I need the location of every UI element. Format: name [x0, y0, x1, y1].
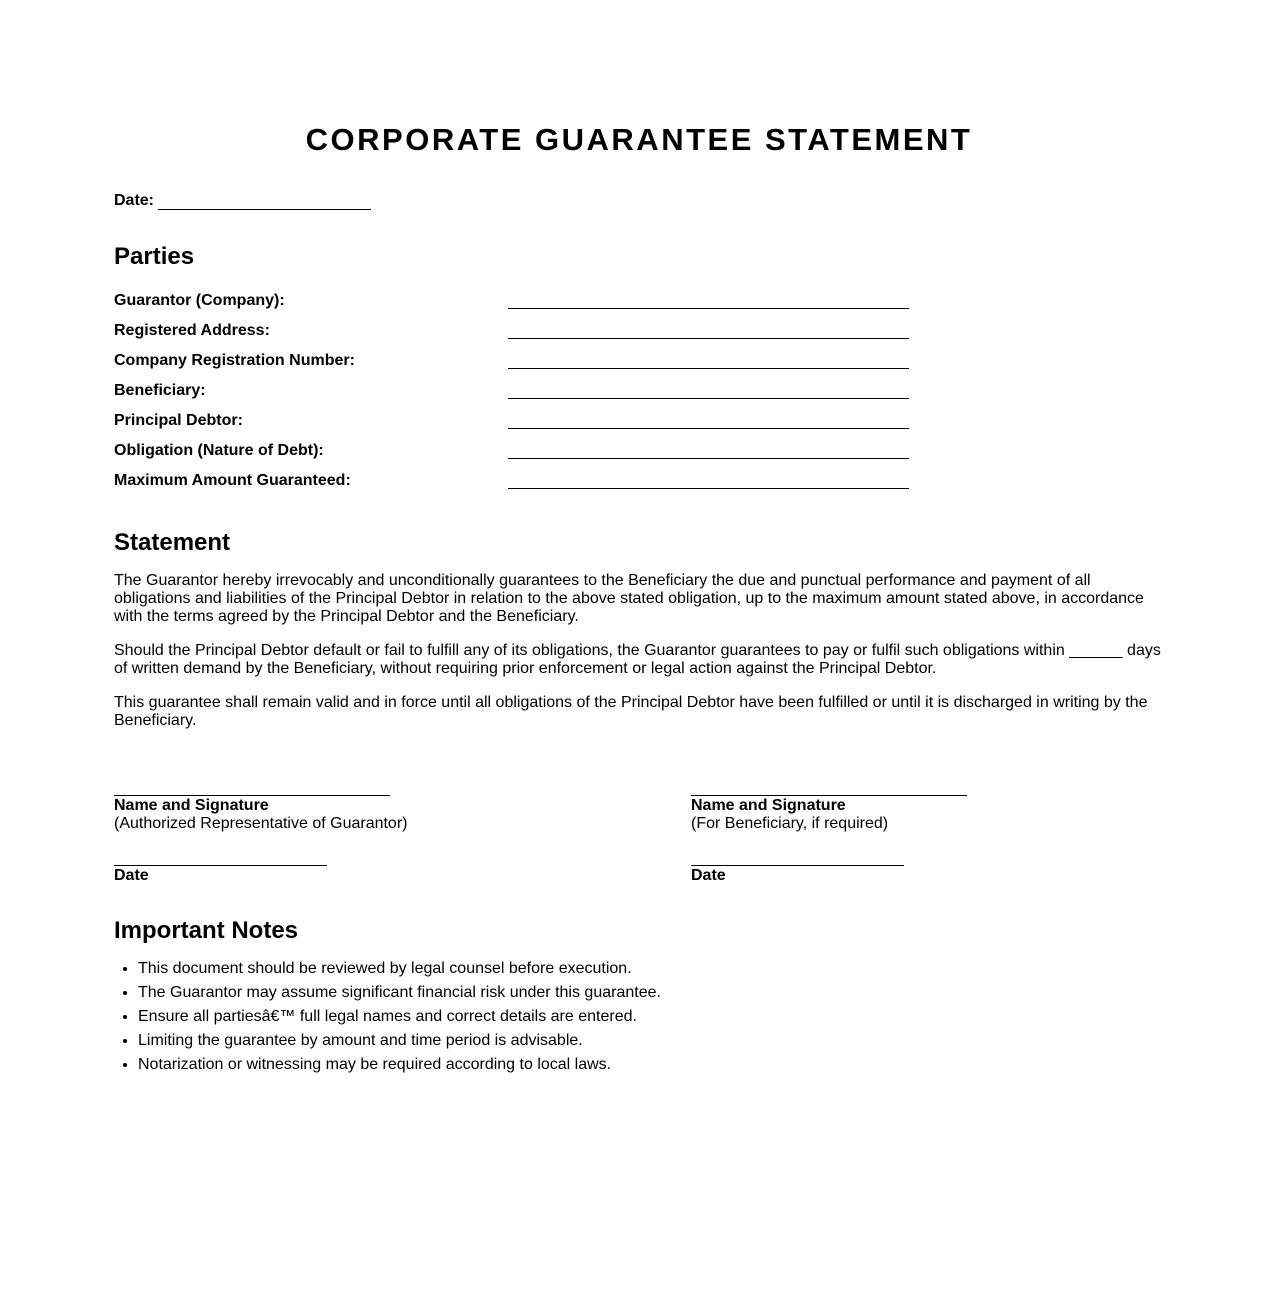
document-title: CORPORATE GUARANTEE STATEMENT: [305, 122, 973, 157]
party-row-guarantor: [114, 292, 914, 322]
party-row-registered-address: [114, 322, 914, 352]
party-blank-line[interactable]: [508, 428, 909, 429]
signature-title: Name and Signature: [691, 797, 846, 814]
statement-paragraph: Should the Principal Debtor default or fail to fulfill any of its obligations, the Guarantor guarantees to pay or fulfil such obligations within ______ days of written demand by the Beneficiary, without requiring prior enforcement or legal action against the Principal Debtor.: [114, 642, 1161, 677]
party-label: Obligation (Nature of Debt):: [114, 442, 324, 459]
party-blank-line[interactable]: [508, 308, 909, 309]
party-blank-line[interactable]: [508, 338, 909, 339]
date-field: [114, 192, 371, 210]
party-blank-line[interactable]: [508, 368, 909, 369]
party-label: Guarantor (Company):: [114, 292, 285, 309]
signature-title: Name and Signature: [114, 797, 269, 814]
party-row-principal-debtor: [114, 412, 914, 442]
party-label: Principal Debtor:: [114, 412, 243, 429]
party-blank-line[interactable]: [508, 458, 909, 459]
party-label: Company Registration Number:: [114, 352, 355, 369]
list-item: • Notarization or witnessing may be required according to local laws.: [138, 1056, 661, 1074]
guarantor-signature-line[interactable]: [114, 795, 390, 796]
beneficiary-signature-line[interactable]: [691, 795, 967, 796]
signature-date-label: Date: [114, 867, 149, 884]
beneficiary-date-line[interactable]: [691, 865, 904, 866]
party-label: Beneficiary:: [114, 382, 206, 399]
list-item: • This document should be reviewed by legal counsel before execution.: [138, 960, 661, 978]
party-blank-line[interactable]: [508, 398, 909, 399]
party-row-registration-number: [114, 352, 914, 382]
date-label: Date:: [114, 192, 155, 209]
statement-paragraph: This guarantee shall remain valid and in force until all obligations of the Principal Debtor have been fulfilled or until it is discharged in writing by the Beneficiary.: [114, 694, 1148, 729]
parties-heading: Parties: [114, 243, 195, 270]
party-row-obligation: [114, 442, 914, 472]
beneficiary-signature-block: [691, 780, 1111, 890]
list-item: • Limiting the guarantee by amount and time period is advisable.: [138, 1032, 661, 1050]
statement-paragraph: The Guarantor hereby irrevocably and unconditionally guarantees to the Beneficiary the due and punctual performance and payment of all obligations and liabilities of the Principal Debtor in relation to the above stated obligation, up to the maximum amount stated above, in accordance with the terms agreed by the Principal Debtor and the Beneficiary.: [114, 572, 1144, 625]
date-blank-line[interactable]: [158, 192, 371, 210]
party-blank-line[interactable]: [508, 488, 909, 489]
party-row-beneficiary: [114, 382, 914, 412]
notes-list: [114, 960, 661, 1080]
notes-heading: Important Notes: [114, 917, 299, 944]
guarantor-date-line[interactable]: [114, 865, 327, 866]
signature-subtitle: (Authorized Representative of Guarantor): [114, 815, 408, 832]
signature-subtitle: (For Beneficiary, if required): [691, 815, 889, 832]
guarantor-signature-block: [114, 780, 534, 890]
list-item: • The Guarantor may assume significant financial risk under this guarantee.: [138, 984, 661, 1002]
list-item: • Ensure all partiesâ€™ full legal names and correct details are entered.: [138, 1008, 661, 1026]
party-label: Registered Address:: [114, 322, 270, 339]
party-row-maximum-amount: [114, 472, 914, 502]
party-label: Maximum Amount Guaranteed:: [114, 472, 351, 489]
statement-heading: Statement: [114, 529, 231, 556]
signature-date-label: Date: [691, 867, 726, 884]
